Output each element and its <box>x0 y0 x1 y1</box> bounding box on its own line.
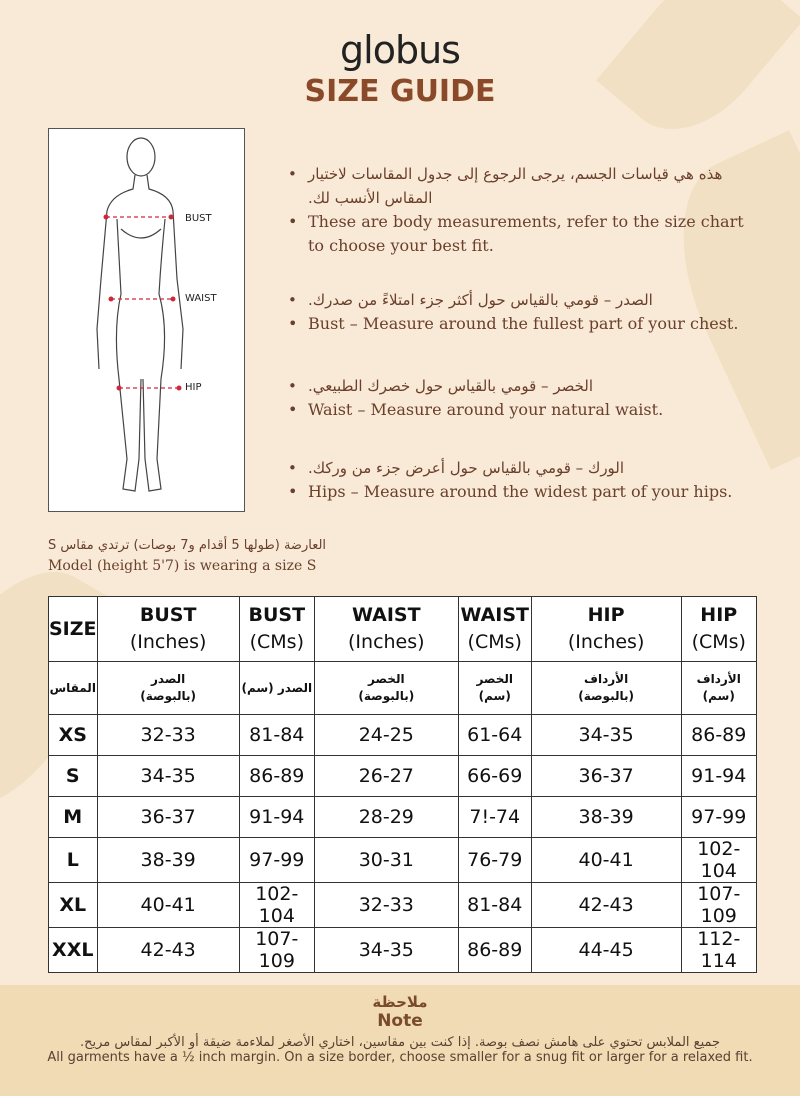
header-title: WAIST <box>460 604 529 626</box>
header-title: BUST <box>248 604 306 626</box>
arabic-header: الخصر (بالبوصة) <box>314 662 458 715</box>
hip-label: HIP <box>185 382 202 393</box>
column-header <box>97 597 239 662</box>
header-unit: (CMs) <box>691 631 746 653</box>
measurement-cell: 97-99 <box>681 797 756 838</box>
measurement-cell: 28-29 <box>314 797 458 838</box>
measurement-cell: 81-84 <box>239 715 314 756</box>
size-cell: L <box>49 838 98 883</box>
measurement-cell: 38-39 <box>97 838 239 883</box>
model-info-en: Model (height 5'7) is wearing a size S <box>48 558 317 574</box>
header-title: BUST <box>139 604 197 626</box>
model-info-ar: العارضة (طولها 5 أقدام و7 بوصات) ترتدي مقاس S <box>48 538 327 553</box>
page-title: SIZE GUIDE <box>304 74 496 109</box>
bullet-en: • Waist – Measure around your natural waist. <box>288 398 748 422</box>
bullet-ar: • الخصر – قومي بالقياس حول خصرك الطبيعي. <box>288 374 748 398</box>
measurement-cell: 112-114 <box>681 928 756 973</box>
bullet-ar: • الصدر – قومي بالقياس حول أكثر جزء امتلاءً من صدرك. <box>288 288 748 312</box>
bust-label: BUST <box>185 213 212 224</box>
header-unit: (CMs) <box>249 631 304 653</box>
measurement-cell: 66-69 <box>458 756 531 797</box>
measurement-cell: 24-25 <box>314 715 458 756</box>
measurement-cell: 44-45 <box>531 928 681 973</box>
measurement-cell: 7!-74 <box>458 797 531 838</box>
bullet-group-waist <box>288 374 748 422</box>
model-info <box>48 536 326 576</box>
measurement-cell: 40-41 <box>97 883 239 928</box>
measurement-cell: 86-89 <box>458 928 531 973</box>
note-text-ar: جميع الملابس تحتوي على هامش نصف بوصة. إذا كنت بين مقاسين، اختاري الأصغر لملاءمة ضيقة أو الأكبر لمقاس مريح. <box>79 1035 721 1050</box>
header-unit: (CMs) <box>467 631 522 653</box>
table-row <box>49 797 757 838</box>
body-silhouette-icon <box>49 129 244 511</box>
note-title-ar: ملاحظة <box>372 993 428 1011</box>
header-title: HIP <box>700 604 738 626</box>
measurement-cell: 26-27 <box>314 756 458 797</box>
note-section <box>0 985 800 1096</box>
column-header <box>239 597 314 662</box>
arabic-header: الأرداف (بالبوصة) <box>531 662 681 715</box>
size-cell: XXL <box>49 928 98 973</box>
measurement-cell: 36-37 <box>531 756 681 797</box>
measurement-cell: 97-99 <box>239 838 314 883</box>
table-row <box>49 715 757 756</box>
column-header <box>458 597 531 662</box>
column-header <box>314 597 458 662</box>
note-text-en: All garments have a ½ inch margin. On a size border, choose smaller for a snug fit or larger for a relaxed fit. <box>47 1050 753 1065</box>
header-title: WAIST <box>352 604 421 626</box>
bullet-group-hips <box>288 456 748 504</box>
header-unit: (Inches) <box>567 631 645 653</box>
measurement-cell: 91-94 <box>239 797 314 838</box>
bullet-group-bust <box>288 288 748 336</box>
measurement-cell: 42-43 <box>531 883 681 928</box>
bullet-en: • Bust – Measure around the fullest part of your chest. <box>288 312 748 336</box>
arabic-header: المقاس <box>49 662 98 715</box>
measurement-cell: 34-35 <box>531 715 681 756</box>
measurement-cell: 34-35 <box>314 928 458 973</box>
size-chart-table <box>48 596 757 973</box>
measurement-cell: 81-84 <box>458 883 531 928</box>
bullet-ar: • الورك – قومي بالقياس حول أعرض جزء من وركك. <box>288 456 748 480</box>
measurement-cell: 107-109 <box>681 883 756 928</box>
table-row <box>49 838 757 883</box>
measurement-cell: 30-31 <box>314 838 458 883</box>
size-cell: M <box>49 797 98 838</box>
column-header <box>681 597 756 662</box>
size-cell: S <box>49 756 98 797</box>
measurement-cell: 32-33 <box>97 715 239 756</box>
bullet-en: • These are body measurements, refer to the size chart to choose your best fit. <box>288 210 748 258</box>
measurement-cell: 107-109 <box>239 928 314 973</box>
measurement-cell: 102-104 <box>681 838 756 883</box>
arabic-header: الخصر (سم) <box>458 662 531 715</box>
arabic-header: الأرداف (سم) <box>681 662 756 715</box>
table-row <box>49 928 757 973</box>
table-row <box>49 756 757 797</box>
bullet-ar: • هذه هي قياسات الجسم، يرجى الرجوع إلى جدول المقاسات لاختيار المقاس الأنسب لك. <box>288 162 748 210</box>
bullet-group-intro <box>288 162 748 258</box>
header-unit: (Inches) <box>129 631 207 653</box>
arabic-header: الصدر (سم) <box>239 662 314 715</box>
measurement-cell: 36-37 <box>97 797 239 838</box>
measurement-cell: 86-89 <box>681 715 756 756</box>
body-measurement-figure <box>48 128 245 512</box>
bullet-en: • Hips – Measure around the widest part of your hips. <box>288 480 748 504</box>
header-title: SIZE <box>49 617 97 640</box>
measurement-cell: 76-79 <box>458 838 531 883</box>
size-cell: XS <box>49 715 98 756</box>
measurement-cell: 42-43 <box>97 928 239 973</box>
column-header <box>531 597 681 662</box>
measurement-cell: 32-33 <box>314 883 458 928</box>
header-unit: (Inches) <box>348 631 425 653</box>
column-header <box>49 597 98 662</box>
brand-logo: globus <box>340 28 460 72</box>
header-title: HIP <box>587 604 625 626</box>
arabic-header: الصدر (بالبوصة) <box>97 662 239 715</box>
measurement-cell: 34-35 <box>97 756 239 797</box>
measurement-cell: 38-39 <box>531 797 681 838</box>
measurement-cell: 102-104 <box>239 883 314 928</box>
measurement-cell: 91-94 <box>681 756 756 797</box>
note-title-en: Note <box>377 1011 423 1031</box>
measurement-cell: 86-89 <box>239 756 314 797</box>
table-row <box>49 883 757 928</box>
size-cell: XL <box>49 883 98 928</box>
measurement-cell: 40-41 <box>531 838 681 883</box>
waist-label: WAIST <box>185 293 217 304</box>
measurement-cell: 61-64 <box>458 715 531 756</box>
